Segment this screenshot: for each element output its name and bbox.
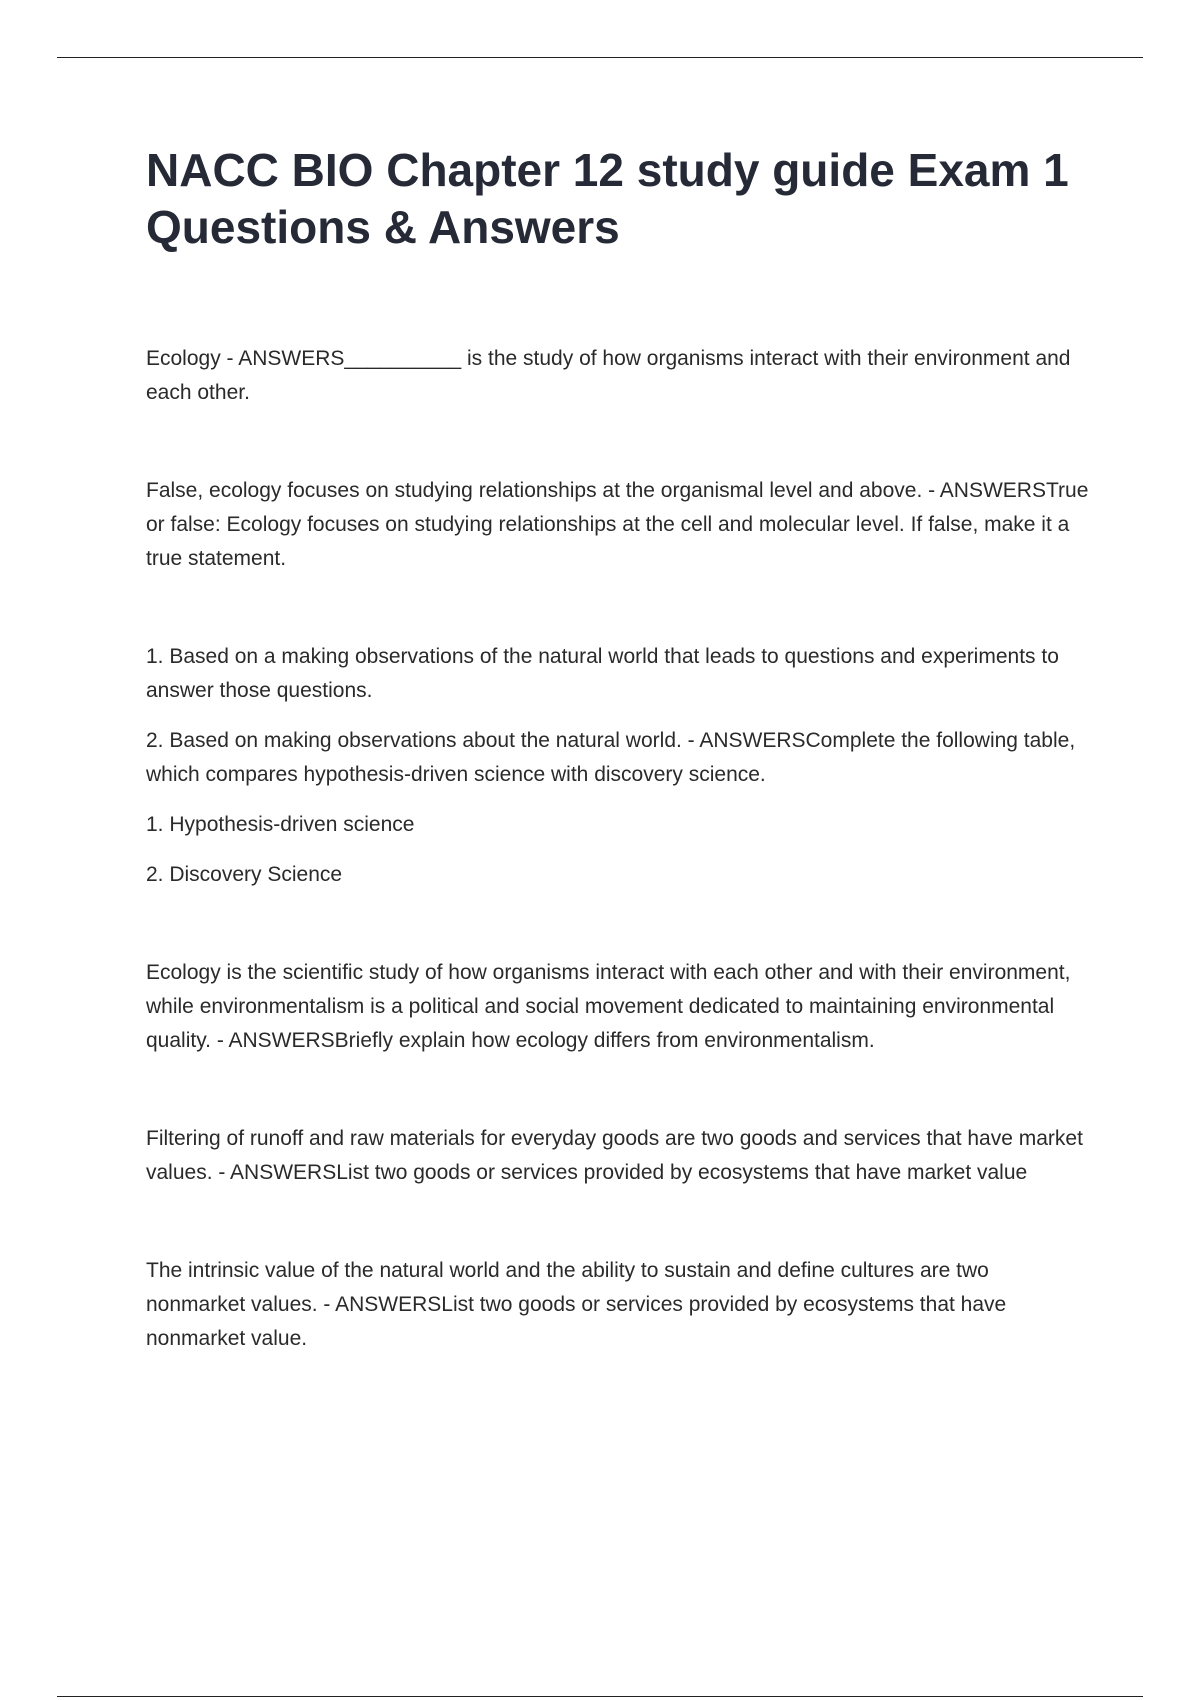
- qa-entry: [146, 474, 1092, 576]
- qa-list-item: 2. Discovery Science: [146, 863, 343, 886]
- qa-entry: [146, 1254, 1092, 1356]
- qa-paragraph: 1. Based on a making observations of the natural world that leads to questions and experiments to answer those questions.: [146, 645, 1059, 702]
- bottom-rule: [57, 1696, 1143, 1697]
- qa-paragraph: Ecology is the scientific study of how organisms interact with each other and with their environment, while environmentalism is a political and social movement dedicated to maintaining environmental quality. - ANSWERSBriefly explain how ecology differs from environmentalism.: [146, 961, 1071, 1052]
- qa-entry: [146, 342, 1092, 410]
- qa-entry: [146, 640, 1092, 892]
- qa-entry: [146, 956, 1092, 1058]
- qa-paragraph: Filtering of runoff and raw materials for everyday goods are two goods and services that have market values. - ANSWERSList two goods or services provided by ecosystems that have market value: [146, 1127, 1083, 1184]
- qa-paragraph: Ecology - ANSWERS__________ is the study of how organisms interact with their environment and each other.: [146, 347, 1071, 404]
- qa-entry: [146, 1122, 1092, 1190]
- qa-list-item: 1. Hypothesis-driven science: [146, 813, 415, 836]
- document-title: NACC BIO Chapter 12 study guide Exam 1 Questions & Answers: [146, 144, 1069, 253]
- top-rule: [57, 57, 1143, 58]
- qa-paragraph: The intrinsic value of the natural world and the ability to sustain and define cultures are two nonmarket values. - ANSWERSList two goods or services provided by ecosystems that have nonmarket value.: [146, 1259, 1007, 1350]
- qa-paragraph: 2. Based on making observations about the natural world. - ANSWERSComplete the following table, which compares hypothesis-driven science with discovery science.: [146, 729, 1076, 786]
- qa-paragraph: False, ecology focuses on studying relationships at the organismal level and above. - ANSWERSTrue or false: Ecology focuses on studying relationships at the cell and molecular level. If false, make it a true statement.: [146, 479, 1089, 570]
- document-content: [146, 142, 1092, 1356]
